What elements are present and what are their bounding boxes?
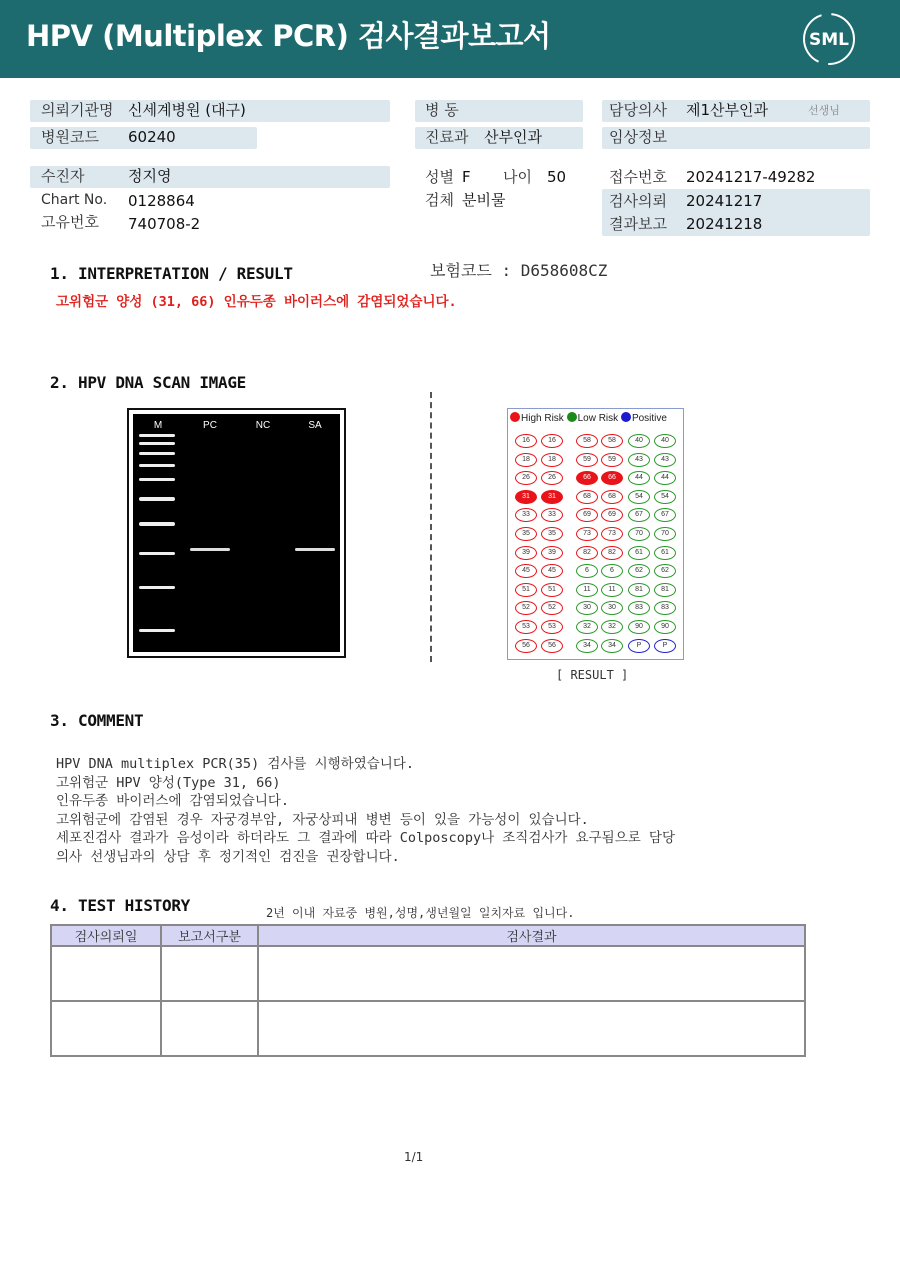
result-cell: 52: [515, 601, 537, 615]
result-cell: 56: [515, 639, 537, 653]
specimen-value: 분비물: [462, 191, 506, 209]
result-cell: 53: [515, 620, 537, 634]
id-value: 740708-2: [128, 215, 201, 233]
col-result: 검사결과: [258, 925, 805, 946]
result-cell: 30: [576, 601, 598, 615]
result-cell: 44: [654, 471, 676, 485]
result-cell: 16: [541, 434, 563, 448]
result-cell: 39: [515, 546, 537, 560]
result-cell: 40: [628, 434, 650, 448]
dept-label: 진료과: [425, 128, 469, 146]
history-table: [50, 924, 806, 1057]
comment-line: 의사 선생님과의 상담 후 정기적인 검진을 권장합니다.: [56, 848, 400, 865]
result-cell: 90: [654, 620, 676, 634]
result-cell: 61: [628, 546, 650, 560]
comment-line: 고위험군 HPV 양성(Type 31, 66): [56, 774, 281, 791]
legend-high-risk: High Risk: [521, 413, 564, 424]
result-cell: 11: [601, 583, 623, 597]
result-cell: 59: [576, 453, 598, 467]
result-cell: 45: [541, 564, 563, 578]
doctor-label: 담당의사: [609, 101, 667, 119]
comment-line: 세포진검사 결과가 음성이라 하더라도 그 결과에 따라 Colposcopy나 조직검사가 요구됨으로 담당: [56, 830, 675, 846]
result-legend: [510, 412, 667, 424]
ward-label: 병 동: [425, 101, 459, 119]
chart-value: 0128864: [128, 192, 195, 210]
result-cell: 68: [601, 490, 623, 504]
table-row: [51, 1001, 805, 1056]
legend-low-risk: Low Risk: [577, 413, 619, 424]
result-cell: 35: [515, 527, 537, 541]
result-cell: 69: [576, 508, 598, 522]
result-cell: 34: [576, 639, 598, 653]
table-cell: [51, 1001, 161, 1056]
result-cell: P: [654, 639, 676, 653]
result-cell: 26: [541, 471, 563, 485]
result-cell: 39: [541, 546, 563, 560]
patient-value: 정지영: [128, 167, 172, 185]
result-cell: 67: [628, 508, 650, 522]
high-risk-dot: [510, 412, 520, 422]
history-note: 2년 이내 자료중 병원,성명,생년월일 일치자료 입니다.: [266, 906, 575, 920]
report-header: [0, 0, 900, 78]
col-report-type: 보고서구분: [161, 925, 258, 946]
comment-line: 고위험군에 감염된 경우 자궁경부암, 자궁상피내 병변 등이 있을 가능성이 있습니다.: [56, 811, 589, 828]
lane-label-nc: NC: [255, 420, 271, 431]
report-title: HPV (Multiplex PCR) 검사결과보고서: [26, 19, 551, 53]
result-cell: 6: [576, 564, 598, 578]
clinical-label: 임상정보: [609, 128, 667, 146]
result-cell: 32: [576, 620, 598, 634]
table-cell: [51, 946, 161, 1001]
result-cell: 18: [515, 453, 537, 467]
lane-label-sa: SA: [308, 420, 322, 431]
result-cell: 68: [576, 490, 598, 504]
result-cell: 43: [628, 453, 650, 467]
result-cell: 35: [541, 527, 563, 541]
result-cell: 31: [541, 490, 563, 504]
institution-value: 신세계병원 (대구): [128, 101, 246, 119]
hospital-code-value: 60240: [128, 128, 176, 146]
requested-value: 20241217: [686, 192, 763, 210]
age-label: 나이: [503, 168, 532, 186]
requested-label: 검사의뢰: [609, 192, 667, 210]
pc-band: [190, 548, 230, 551]
result-cell: 62: [628, 564, 650, 578]
lane-label-pc: PC: [203, 420, 217, 431]
result-cell: 58: [576, 434, 598, 448]
reported-label: 결과보고: [609, 215, 667, 233]
result-cell: 69: [601, 508, 623, 522]
result-cell: 82: [576, 546, 598, 560]
doctor-value: 제1산부인과: [686, 101, 768, 119]
result-cell: 59: [601, 453, 623, 467]
result-cell: 56: [541, 639, 563, 653]
table-cell: [258, 946, 805, 1001]
section-comment-heading: 3. COMMENT: [50, 711, 144, 730]
result-cell: 33: [541, 508, 563, 522]
result-cell: 31: [515, 490, 537, 504]
reported-value: 20241218: [686, 215, 763, 233]
result-cell: 81: [628, 583, 650, 597]
sa-band: [295, 548, 335, 551]
table-cell: [161, 1001, 258, 1056]
result-cell: 6: [601, 564, 623, 578]
result-cell: 33: [515, 508, 537, 522]
result-cell: 44: [628, 471, 650, 485]
result-cell: 45: [515, 564, 537, 578]
id-label: 고유번호: [41, 213, 99, 231]
section-history-heading: 4. TEST HISTORY: [50, 896, 190, 915]
result-cell: 73: [576, 527, 598, 541]
result-cell: 32: [601, 620, 623, 634]
low-risk-dot: [567, 412, 577, 422]
result-cell: 58: [601, 434, 623, 448]
result-panel: [507, 408, 684, 660]
result-cell: 52: [541, 601, 563, 615]
dept-value: 산부인과: [484, 128, 542, 146]
result-cell: 83: [628, 601, 650, 615]
doctor-suffix: 선생님: [808, 104, 840, 117]
result-cell: P: [628, 639, 650, 653]
result-cell: 43: [654, 453, 676, 467]
result-cell: 66: [601, 471, 623, 485]
page-number: 1/1: [404, 1150, 424, 1164]
hospital-code-label: 병원코드: [41, 128, 99, 146]
interpretation-text: 고위험군 양성 (31, 66) 인유두종 바이러스에 감염되었습니다.: [56, 294, 457, 310]
result-cell: 16: [515, 434, 537, 448]
result-cell: 30: [601, 601, 623, 615]
logo-text: SML: [809, 30, 849, 50]
result-cell: 51: [541, 583, 563, 597]
col-request-date: 검사의뢰일: [51, 925, 161, 946]
marker-ladder: [139, 434, 175, 632]
result-cell: 66: [576, 471, 598, 485]
result-cell: 53: [541, 620, 563, 634]
gel-image: [127, 408, 346, 658]
sml-logo: [802, 12, 856, 66]
chart-label: Chart No.: [41, 192, 108, 208]
result-cell: 40: [654, 434, 676, 448]
positive-dot: [621, 412, 631, 422]
insurance-code: 보험코드 : D658608CZ: [430, 261, 608, 280]
result-cell: 90: [628, 620, 650, 634]
result-cell: 62: [654, 564, 676, 578]
table-cell: [161, 946, 258, 1001]
result-cell: 73: [601, 527, 623, 541]
result-caption: [ RESULT ]: [556, 668, 629, 682]
receipt-value: 20241217-49282: [686, 168, 816, 186]
result-cell: 67: [654, 508, 676, 522]
lane-label-m: M: [153, 420, 163, 431]
section-interpretation-heading: 1. INTERPRETATION / RESULT: [50, 264, 293, 283]
result-cell: 83: [654, 601, 676, 615]
sex-value: F: [462, 168, 471, 186]
comment-block: [56, 755, 675, 866]
section-scan-heading: 2. HPV DNA SCAN IMAGE: [50, 373, 246, 392]
history-header-row: [51, 925, 805, 946]
divider-dashed: [430, 392, 432, 662]
gel-bands: [133, 414, 340, 652]
result-cell: 18: [541, 453, 563, 467]
age-value: 50: [547, 168, 567, 186]
result-cell: 61: [654, 546, 676, 560]
result-cell: 26: [515, 471, 537, 485]
result-cell: 34: [601, 639, 623, 653]
table-row: [51, 946, 805, 1001]
result-cell: 82: [601, 546, 623, 560]
receipt-label: 접수번호: [609, 168, 667, 186]
legend-positive: Positive: [631, 413, 667, 424]
comment-line: HPV DNA multiplex PCR(35) 검사를 시행하였습니다.: [56, 756, 414, 772]
result-cell: 54: [628, 490, 650, 504]
result-cell: 54: [654, 490, 676, 504]
result-cell: 81: [654, 583, 676, 597]
sex-label: 성별: [425, 168, 454, 186]
result-cell: 51: [515, 583, 537, 597]
result-cell: 70: [654, 527, 676, 541]
institution-label: 의뢰기관명: [41, 101, 114, 119]
comment-line: 인유두종 바이러스에 감염되었습니다.: [56, 793, 290, 809]
patient-label: 수진자: [41, 167, 85, 185]
specimen-label: 검체: [425, 191, 454, 209]
result-cell: 11: [576, 583, 598, 597]
table-cell: [258, 1001, 805, 1056]
result-cell: 70: [628, 527, 650, 541]
